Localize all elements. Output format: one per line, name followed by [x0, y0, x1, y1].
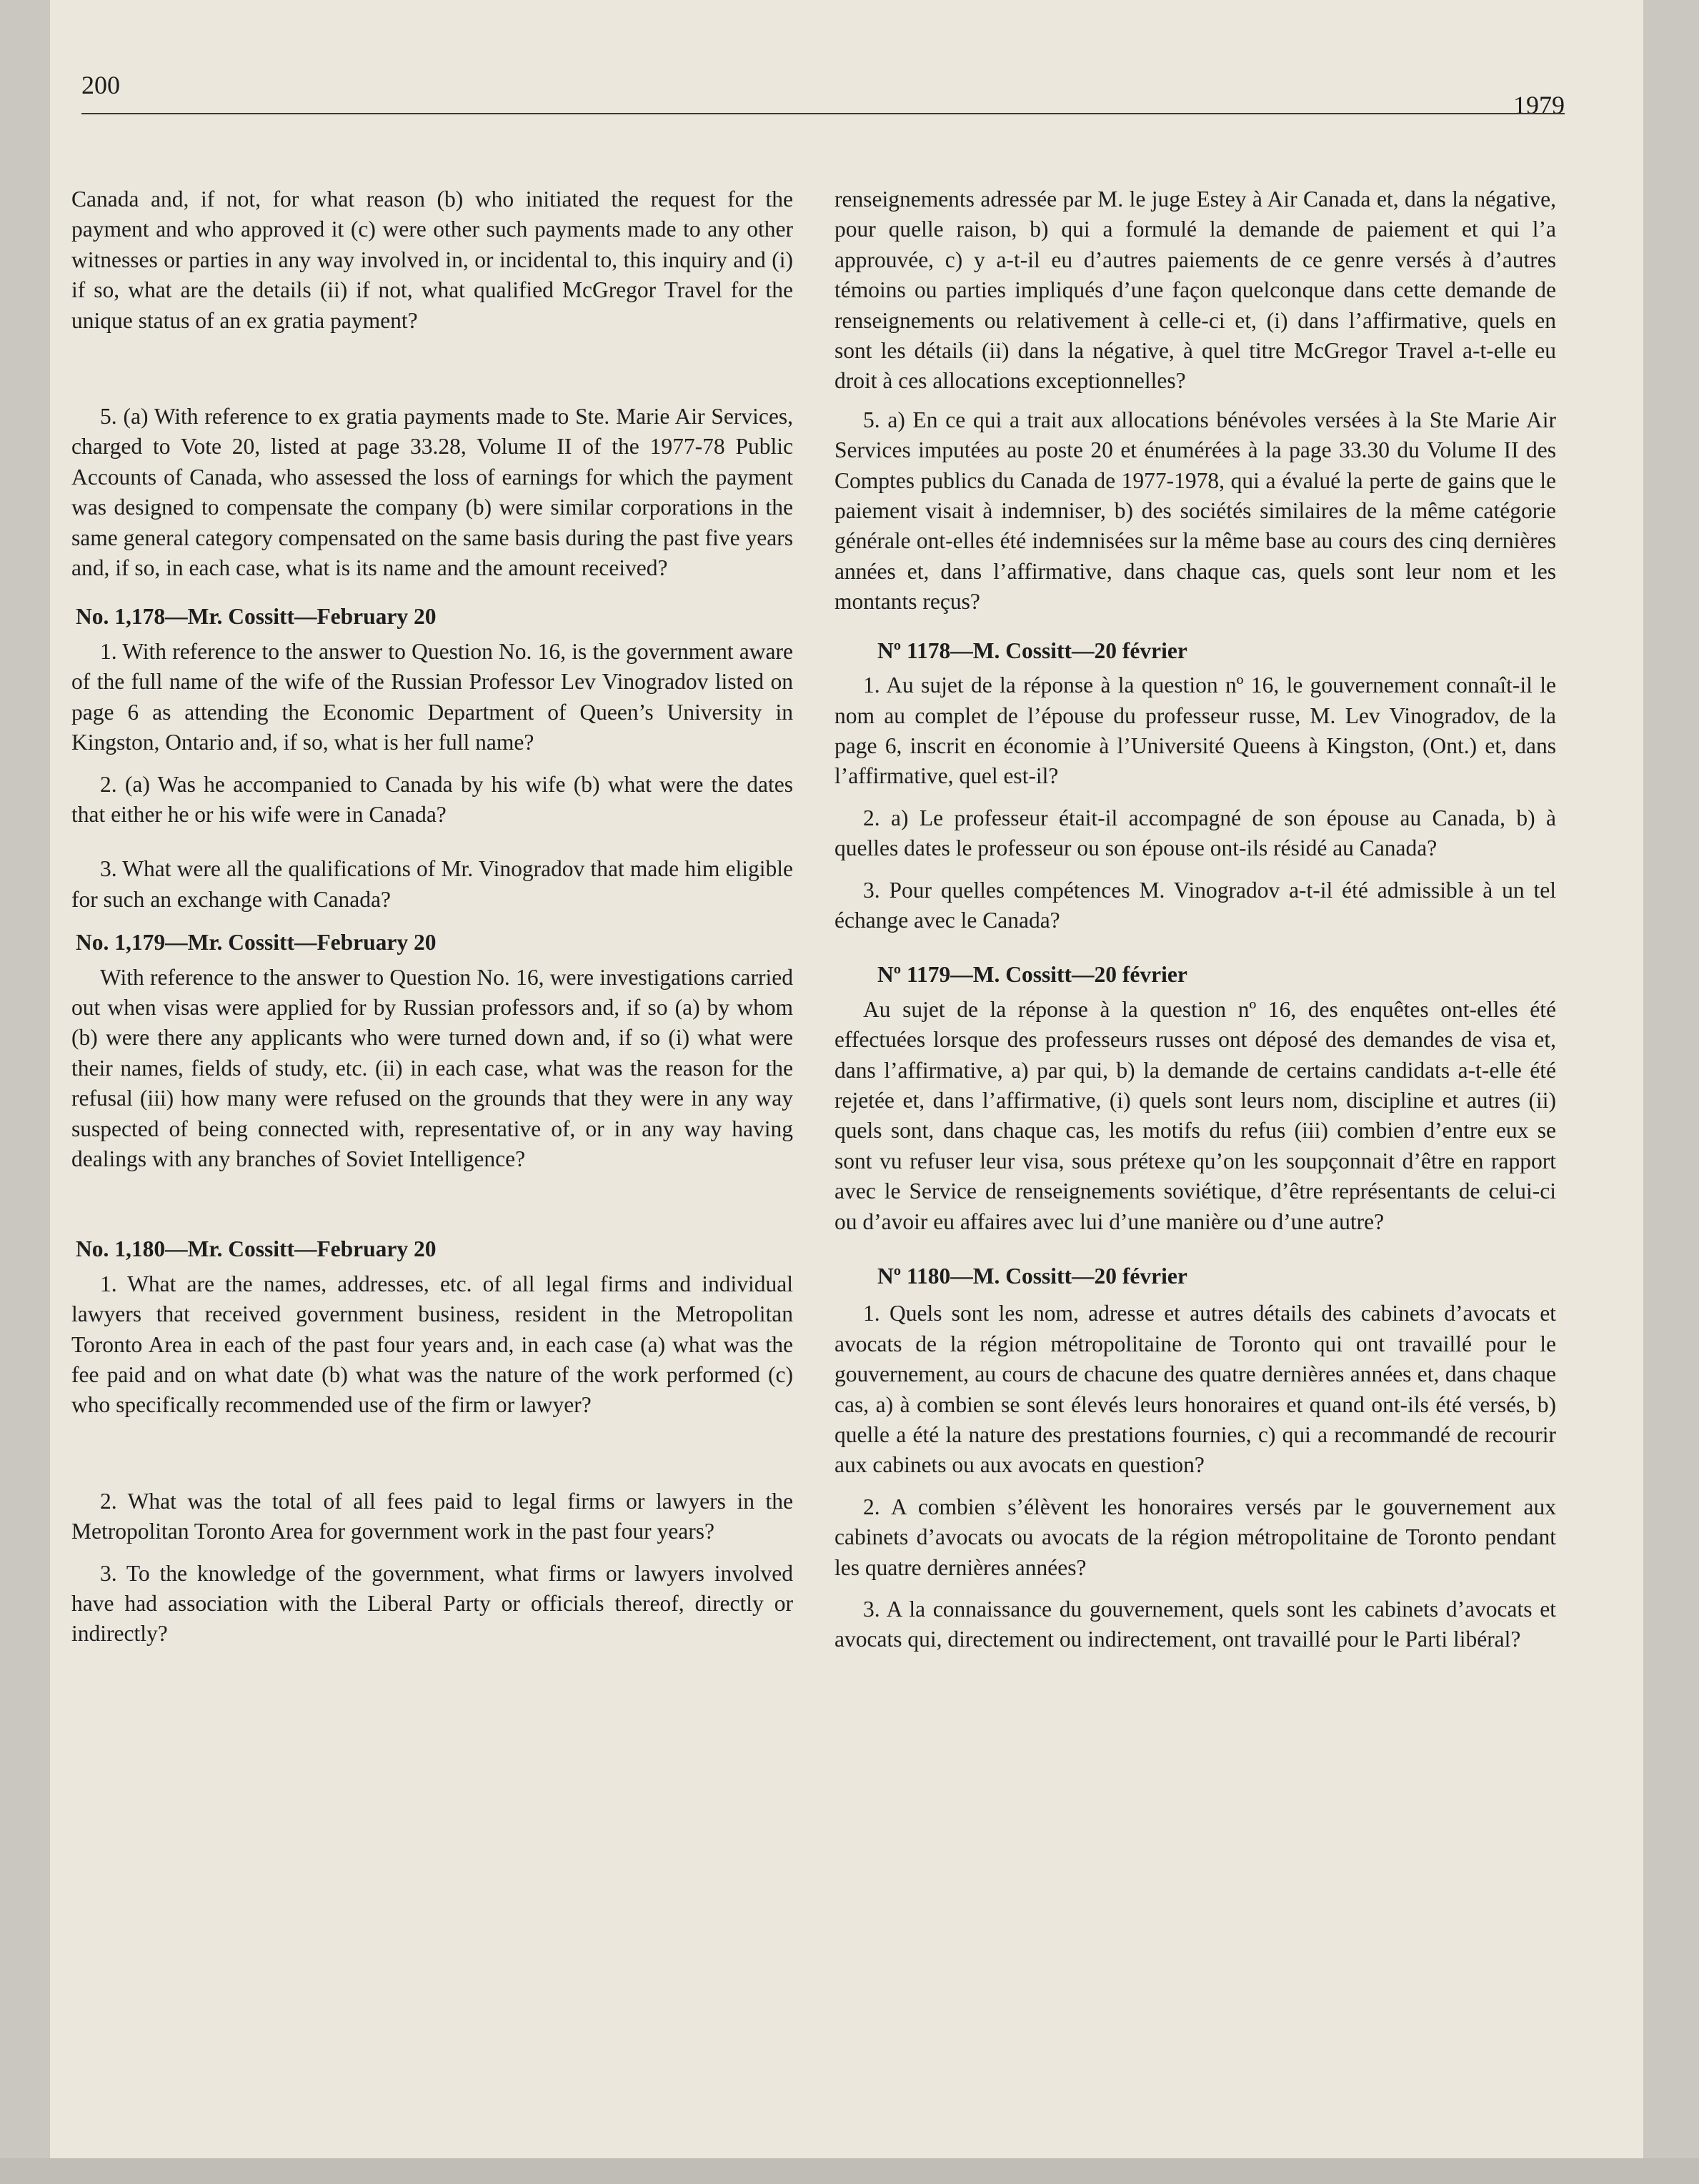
paragraph: 3. Pour quelles compétences M. Vinogradov a-t-il été admissible à un tel échange avec le Canada? — [834, 877, 1556, 933]
paragraph: 3. A la connaissance du gouvernement, quels sont les cabinets d’avocats et avocats qui, directement ou indirectement, ont travaillé pour le Parti libéral? — [834, 1597, 1556, 1652]
french-column — [834, 184, 1556, 1655]
paragraph: 1. Quels sont les nom, adresse et autres détails des cabinets d’avocats et avocats de la région métropolitaine de Toronto qui ont travaillé pour le gouvernement, au cours de chacune des quatre dernières années et, dans chaque cas, a) à combien se sont élevés leurs honoraires et quand ont-ils été versés, b) quelle a été la nature des prestations fournies, c) qui a recommandé de recourir aux cabinets ou aux avocats en question? — [834, 1301, 1556, 1478]
paragraph: 5. a) En ce qui a trait aux allocations bénévoles versées à la Ste Marie Air Services imputées au poste 20 et énumérées à la page 33.30 du Volume II des Comptes publics du Canada de 1977-1978, qui a évalué la perte de gains que le paiement visait à indemniser, b) des sociétés similaires de la même catégorie générale ont-elles été indemnisées sur la même base au cours des cinq dernières années et, dans l’affirmative, dans chaque cas, quels sont leur nom et les montants reçus? — [834, 407, 1556, 615]
page-number: 200 — [81, 71, 120, 99]
paragraph: 1. Au sujet de la réponse à la question nº 16, le gouvernement connaît-il le nom au complet de l’épouse du professeur russe, M. Lev Vinogradov, de la page 6, inscrit en économie à l’Université Queens à Kingston, (Ont.) et, dans l’affirmative, quel est-il? — [834, 672, 1556, 789]
question-heading: Nº 1180—M. Cossitt—20 février — [877, 1264, 1187, 1289]
question-heading: Nº 1179—M. Cossitt—20 février — [877, 962, 1187, 988]
paragraph: 1. With reference to the answer to Question No. 16, is the government aware of the full name of the wife of the Russian Professor Lev Vinogradov listed on page 6 as attending the Economic Department of Queen’s University in Kingston, Ontario and, if so, what is her full name? — [71, 638, 793, 755]
paragraph: 2. a) Le professeur était-il accompagné de son épouse au Canada, b) à quelles dates le professeur ou son épouse ont-ils résidé au Canada? — [834, 805, 1556, 861]
paragraph: 3. To the knowledge of the government, what firms or lawyers involved have had association with the Liberal Party or officials thereof, directly or indirectly? — [71, 1560, 793, 1647]
paragraph: 5. (a) With reference to ex gratia payments made to Ste. Marie Air Services, charged to Vote 20, listed at page 33.28, Volume II of the 1977-78 Public Accounts of Canada, who assessed the loss of earnings for which the payment was designed to compensate the company (b) were similar corporations in the same general category compensated on the same basis during the past five years and, if so, in each case, what is its name and the amount received? — [71, 404, 793, 581]
question-heading: Nº 1178—M. Cossitt—20 février — [877, 637, 1187, 663]
page-year: 1979 — [1513, 91, 1565, 119]
question-heading: No. 1,179—Mr. Cossitt—February 20 — [76, 930, 437, 955]
header-rule — [81, 113, 1565, 114]
paragraph: 2. What was the total of all fees paid to legal firms or lawyers in the Metropolitan Toronto Area for government work in the past four years? — [71, 1488, 793, 1544]
paragraph: 1. What are the names, addresses, etc. of all legal firms and individual lawyers that received government business, resident in the Metropolitan Toronto Area in each of the past four years and, in each case (a) what was the fee paid and on what date (b) what was the nature of the work performed (c) who specifically recommended use of the firm or lawyer? — [71, 1271, 793, 1418]
paragraph: 3. What were all the qualifications of Mr. Vinogradov that made him eligible for such an exchange with Canada? — [71, 856, 793, 912]
paragraph: 2. A combien s’élèvent les honoraires versés par le gouvernement aux cabinets d’avocats ou avocats de la région métropolitaine de Toronto pendant les quatre dernières années? — [834, 1494, 1556, 1580]
paragraph: Canada and, if not, for what reason (b) who initiated the request for the payment and who approved it (c) were other such payments made to any other witnesses or parties in any way involved in, or incidental to, this inquiry and (i) if so, what are the details (ii) if not, what qualified McGregor Travel for the unique status of an ex gratia payment? — [71, 187, 793, 333]
paragraph: With reference to the answer to Question No. 16, were investigations carried out when visas were applied for by Russian professors and, if so (a) by whom (b) were there any applicants who were turned down and, if so (i) what were their names, fields of study, etc. (ii) in each case, what was the reason for the refusal (iii) how many were refused on the grounds that they were in any way suspected of being connected with, representative of, or in any way having dealings with any branches of Soviet Intelligence? — [71, 964, 793, 1171]
paragraph: 2. (a) Was he accompanied to Canada by his wife (b) what were the dates that either he or his wife were in Canada? — [71, 771, 793, 827]
paragraph: renseignements adressée par M. le juge Estey à Air Canada et, dans la négative, pour quelle raison, b) qui a formulé la demande de paiement et qui l’a approuvée, c) y a-t-il eu d’autres paiements de ce genre versés à d’autres témoins ou parties impliqués d’une façon quelconque dans cette demande de renseignements ou relativement à celle-ci et, (i) dans l’affirmative, quels en sont les détails (ii) dans la négative, à quel titre McGregor Travel a-t-elle eu droit à ces allocations exceptionnelles? — [834, 187, 1556, 394]
question-heading: No. 1,178—Mr. Cossitt—February 20 — [76, 604, 437, 630]
question-heading: No. 1,180—Mr. Cossitt—February 20 — [76, 1236, 437, 1262]
paragraph: Au sujet de la réponse à la question nº 16, des enquêtes ont-elles été effectuées lorsque des professeurs russes ont déposé des demandes de visa et, dans l’affirmative, a) par qui, b) la demande de certains candidats a-t-elle été rejetée et, dans l’affirmative, (i) quels sont leurs nom, discipline et autres (ii) quels sont, dans chaque cas, les motifs du refus (iii) combien d’entre eux se sont vu refuser leur visa, sous prétexe qu’on les soupçonnait d’être en rapport avec le Service de renseignements soviétique, d’être représentants de celui-ci ou d’avoir eu affaires avec lui d’une manière ou d’une autre? — [834, 996, 1556, 1234]
document-page — [50, 0, 1643, 2158]
english-column — [71, 184, 793, 1649]
scan-bottom-edge — [0, 2158, 1699, 2184]
